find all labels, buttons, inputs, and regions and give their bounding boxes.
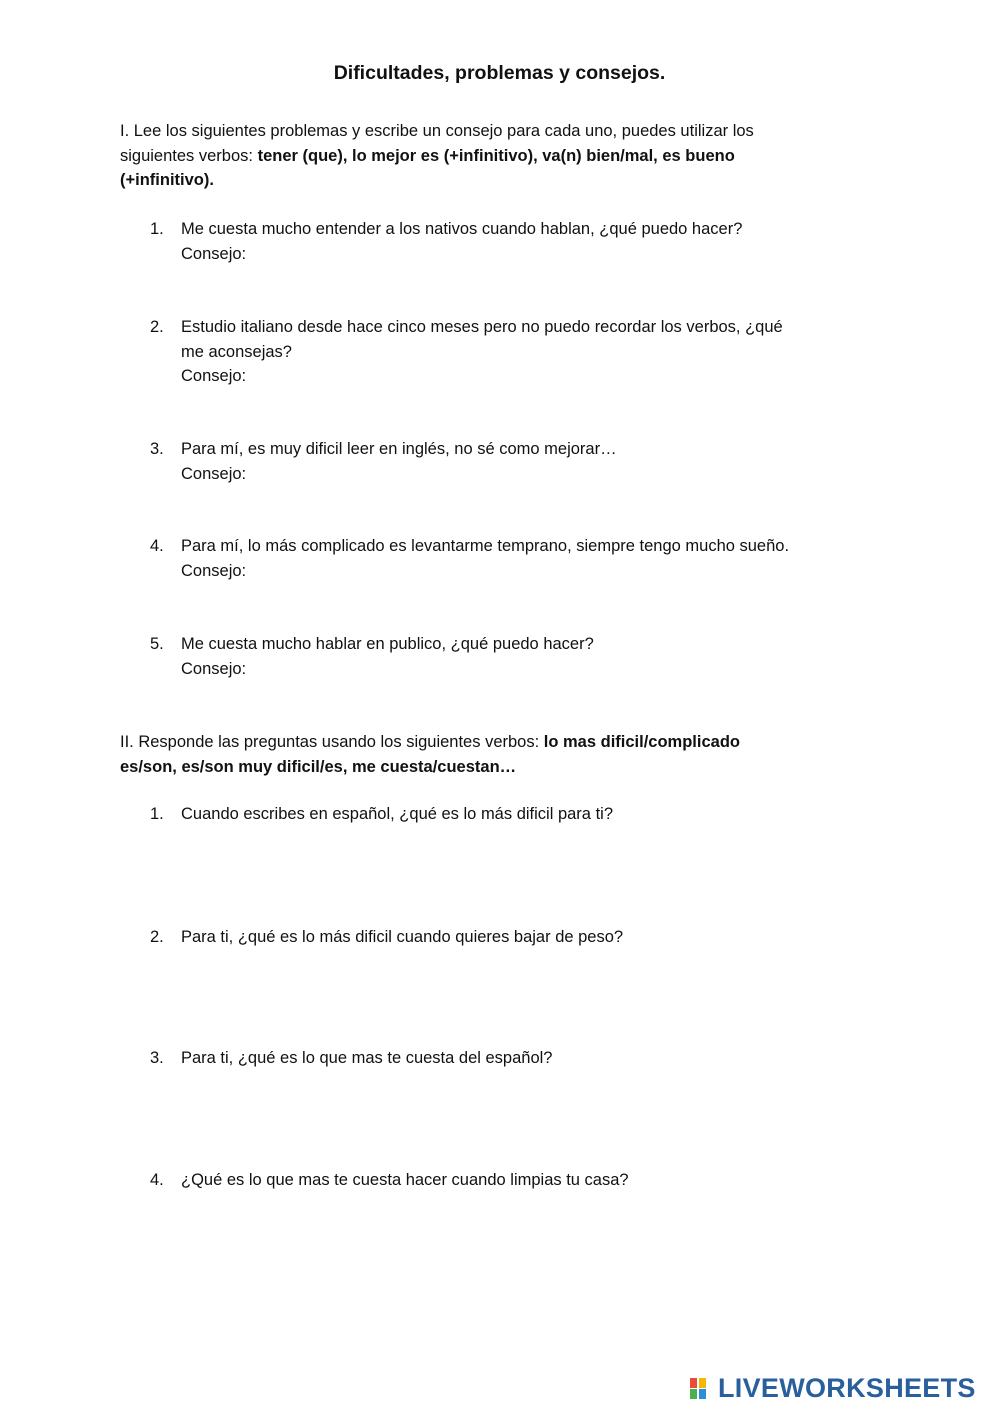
advice-label: Consejo: [181,464,247,483]
watermark-text: LIVEWORKSHEETS [718,1372,976,1403]
advice-label: Consejo: [181,244,247,263]
question-text: Para ti, ¿qué es lo más dificil cuando quieres bajar de peso? [181,928,624,946]
problem-text: Me cuesta mucho hablar en publico, ¿qué puedo hacer? [181,635,594,653]
advice-label: Consejo: [181,659,247,678]
section1-item-4: 4. Para mí, lo más complicado es levantarme temprano, siempre tengo mucho sueño. Consejo: [150,534,870,583]
section1-item-3: 3. Para mí, es muy dificil leer en inglés, no sé como mejorar… Consejo: [150,437,870,486]
section2-instructions [120,730,840,779]
page-title: Dificultades, problemas y consejos. [333,62,666,84]
question-text: ¿Qué es lo que mas te cuesta hacer cuando limpias tu casa? [181,1171,629,1189]
problem-text: me aconsejas? [181,342,292,361]
question-text: Cuando escribes en español, ¿qué es lo más dificil para ti? [181,805,613,823]
problem-text: Estudio italiano desde hace cinco meses pero no puedo recordar los verbos, ¿qué [181,318,783,336]
problem-text: Para mí, es muy dificil leer en inglés, no sé como mejorar… [181,440,617,458]
section1-intro-line3: (+infinitivo). [120,171,214,189]
problem-text: Me cuesta mucho entender a los nativos cuando hablan, ¿qué puedo hacer? [181,220,743,238]
section2-item-4: 4. ¿Qué es lo que mas te cuesta hacer cuando limpias tu casa? [150,1168,870,1193]
section1-item-2: 2. Estudio italiano desde hace cinco meses pero no puedo recordar los verbos, ¿qué me aconsejas? Consejo: [150,315,870,389]
section2-intro-line2: es/son, es/son muy dificil/es, me cuesta/cuestan… [120,757,517,776]
advice-label: Consejo: [181,561,247,580]
section2-item-2: 2. Para ti, ¿qué es lo más dificil cuando quieres bajar de peso? [150,925,870,950]
section2-intro-line1: II. Responde las preguntas usando los siguientes verbos: lo mas dificil/complicado [120,733,740,751]
section1-intro-line2: siguientes verbos: tener (que), lo mejor es (+infinitivo), va(n) bien/mal, es bueno [120,146,735,165]
section1-intro-line1: I. Lee los siguientes problemas y escribe un consejo para cada uno, puedes utilizar los [120,122,754,140]
question-text: Para ti, ¿qué es lo que mas te cuesta del español? [181,1049,553,1067]
section1-instructions [120,119,840,193]
section1-item-5: 5. Me cuesta mucho hablar en publico, ¿qué puedo hacer? Consejo: [150,632,870,681]
liveworksheets-watermark [690,1372,976,1404]
liveworksheets-logo-icon [690,1376,716,1400]
section1-item-1: 1. Me cuesta mucho entender a los nativos cuando hablan, ¿qué puedo hacer? Consejo: [150,217,870,266]
advice-label: Consejo: [181,367,247,385]
section2-item-3: 3. Para ti, ¿qué es lo que mas te cuesta del español? [150,1046,870,1071]
problem-text: Para mí, lo más complicado es levantarme temprano, siempre tengo mucho sueño. [181,537,790,555]
section2-item-1: 1. Cuando escribes en español, ¿qué es lo más dificil para ti? [150,802,870,827]
